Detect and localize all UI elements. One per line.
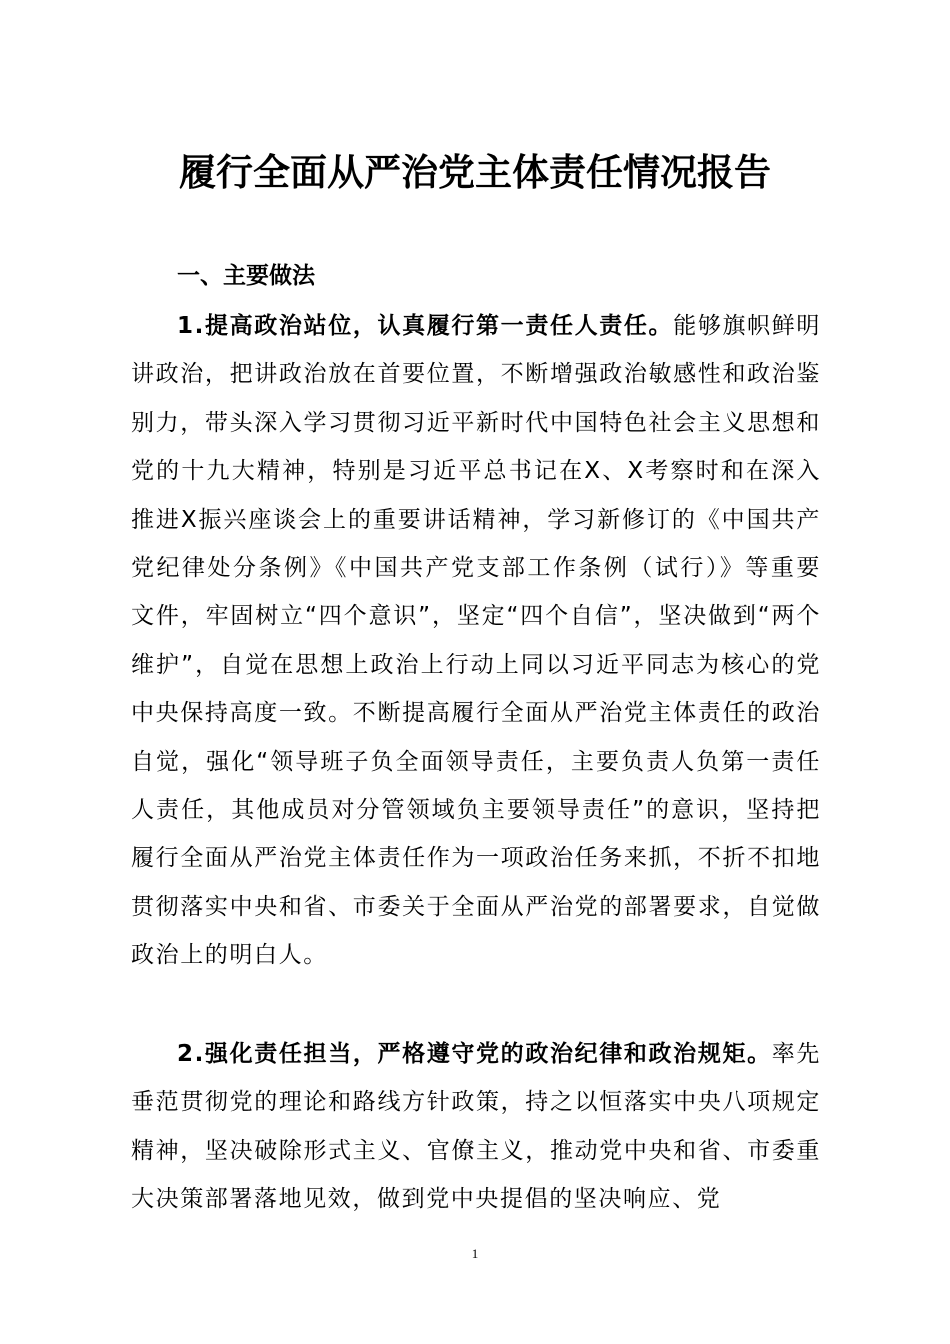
paragraph-2 <box>131 1030 821 1224</box>
paragraph-1 <box>131 302 821 980</box>
section-heading-text: 一、主要做法 <box>177 263 315 289</box>
section-heading <box>131 252 821 300</box>
page-number: 1 <box>471 1246 479 1261</box>
paragraph-1-lead: 1.提高政治站位，认真履行第一责任人责任。 <box>177 313 674 339</box>
document-title: 履行全面从严治党主体责任情况报告 <box>179 150 771 194</box>
paragraph-2-text: 率先垂范贯彻党的理论和路线方针政策，持之以恒落实中央八项规定精神，坚决破除形式主义、官僚主义，推动党中央和省、市委重大决策部署落地见效，做到党中央提倡的坚决响应、党 <box>131 1041 821 1213</box>
paragraph-2-lead: 2.强化责任担当，严格遵守党的政治纪律和政治规矩。 <box>177 1041 772 1067</box>
paragraph-1-text: 能够旗帜鲜明讲政治，把讲政治放在首要位置，不断增强政治敏感性和政治鉴别力，带头深入学习贯彻习近平新时代中国特色社会主义思想和党的十九大精神，特别是习近平总书记在X、X考察时和在深入推进X振兴座谈会上的重要讲话精神，学习新修订的《中国共产党纪律处分条例》《中国共产党支部工作条例（试行）》等重要文件，牢固树立“四个意识”，坚定“四个自信”，坚决做到“两个维护”，自觉在思想上政治上行动上同以习近平同志为核心的党中央保持高度一致。不断提高履行全面从严治党主体责任的政治自觉，强化“领导班子负全面领导责任，主要负责人负第一责任人责任，其他成员对分管领域负主要领导责任”的意识，坚持把履行全面从严治党主体责任作为一项政治任务来抓，不折不扣地贯彻落实中央和省、市委关于全面从严治党的部署要求，自觉做政治上的明白人。 <box>131 313 821 969</box>
